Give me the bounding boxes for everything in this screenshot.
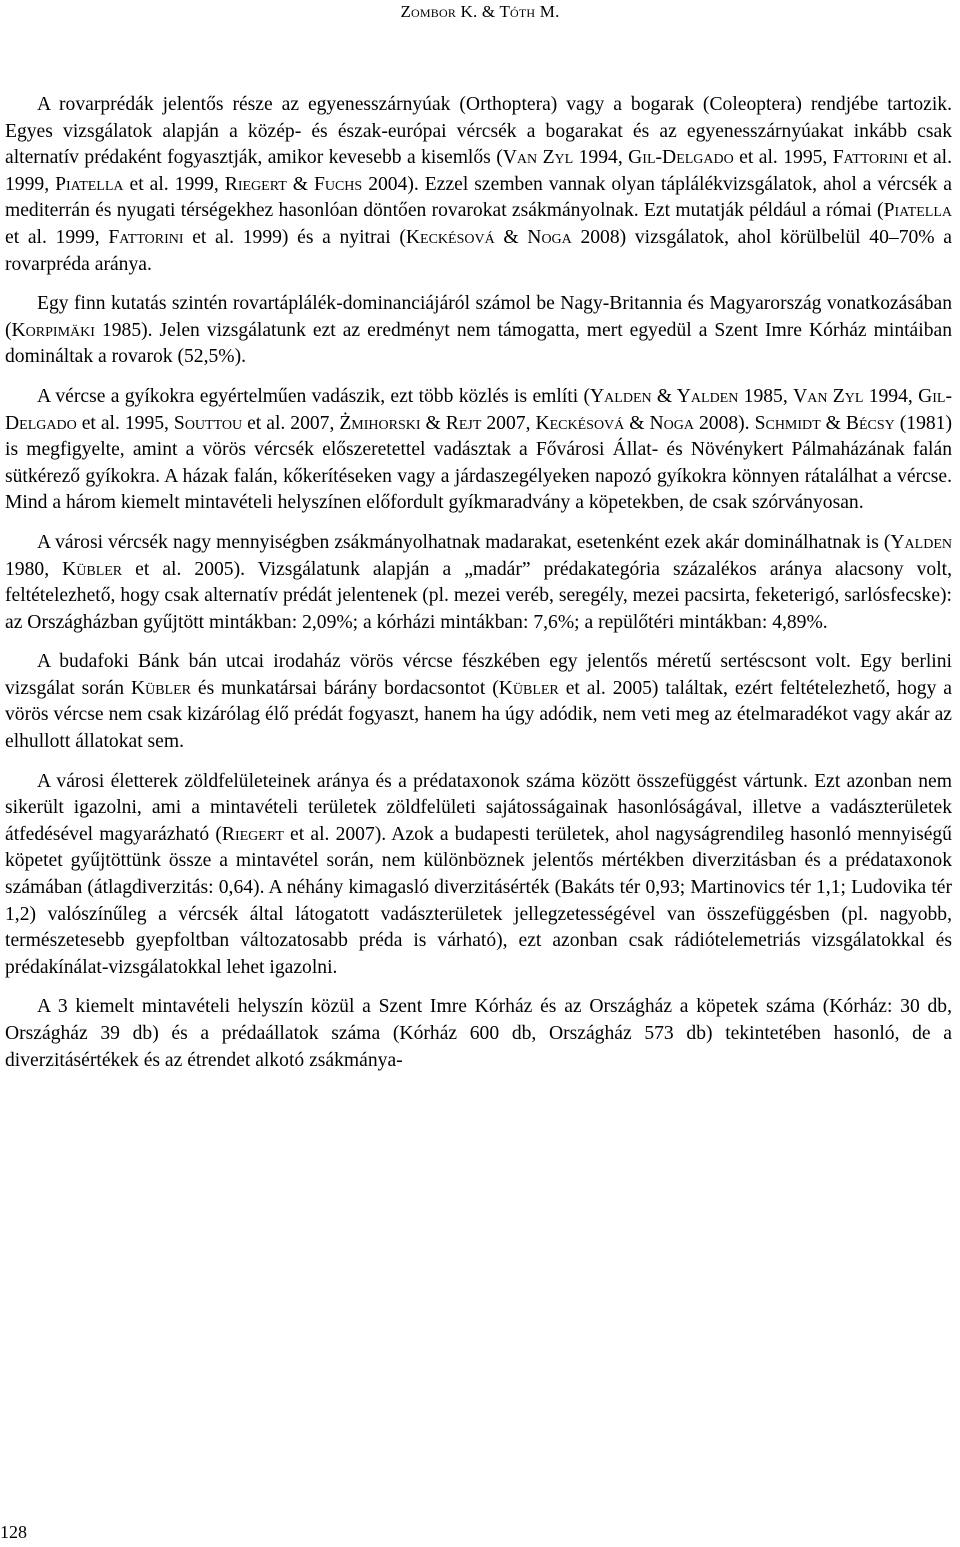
citation-author: Riegert & Fuchs xyxy=(224,173,363,195)
citation-author: Piatella xyxy=(55,173,124,195)
text-run: et al. 1995, xyxy=(733,147,833,169)
citation-author: Kübler xyxy=(62,558,123,580)
text-run: 2008) vizsgálatok, ahol körülbelül 40–70% a rovarpréda aránya. xyxy=(5,226,952,275)
text-run: 1980, xyxy=(5,558,63,580)
paragraph xyxy=(5,649,952,755)
citation-author: Yalden & Yalden xyxy=(590,385,739,407)
citation-author: Keckésová & Noga xyxy=(535,412,694,434)
text-run: 1985). Jelen vizsgálatunk ezt az eredményt nem támogatta, mert egyedül a Szent Imre Kórház mintáiban domináltak a rovarok (52,5%). xyxy=(5,319,952,368)
text-run: A budafoki Bánk bán utcai irodaház vörös vércse fészkében egy jelentős méretű sertéscsont volt. Egy berlini vizsgálat során xyxy=(5,651,952,699)
running-head: Zombor K. & Tóth M. xyxy=(400,2,560,21)
paragraph xyxy=(5,769,952,982)
citation-author: Keckésová & Noga xyxy=(405,226,572,248)
citation-author: Souttou xyxy=(173,412,243,434)
text-run: A 3 kiemelt mintavételi helyszín közül a Szent Imre Kórház és az Országház a köpetek száma (Kórház: 30 db, Országház 39 db) és a prédaállatok száma (Kórház 600 db, Országház 573 db) tekintetében hasonló, de a diverzitásértékek és az étrendet alkotó zsákmánya- xyxy=(5,996,952,1071)
page-number: 128 xyxy=(0,1522,27,1542)
paragraph xyxy=(5,994,952,1074)
text-run: és munkatársai bárány bordacsontot ( xyxy=(190,677,499,699)
citation-author: Fattorini xyxy=(108,226,184,248)
text-run: et al. 1999, xyxy=(5,147,952,195)
text-run: et al. 2005). Vizsgálatunk alapján a „madár” prédakategória százalékos aránya alacsony volt, feltételezhető, hogy csak alternatív prédát jelentenek (pl. mezei veréb, seregély, mezei pacsirta, feketerigó, sarlósfecske): az Országházban gyűjtött mintákban: 2,09%; a kórházi mintákban: 7,6%; a repülőtéri mintákban: 4,89%. xyxy=(5,558,952,633)
text-run: et al. 1995, xyxy=(76,412,174,434)
paragraph xyxy=(5,384,952,517)
citation-author: Fattorini xyxy=(832,147,908,169)
text-run: A rovarprédák jelentős része az egyenesszárnyúak (Orthoptera) vagy a bogarak (Coleoptera) rendjébe tartozik. Egyes vizsgálatok alapján a közép- és észak-európai vércsék a bogarakat és az egyenesszárnyúakat inkább csak alternatív prédaként fogyasztják, amikor kevesebb a kisemlős ( xyxy=(5,94,952,169)
citation-author: Żmihorski & Rejt xyxy=(339,412,482,434)
paragraph xyxy=(5,92,952,278)
citation-author: Kübler xyxy=(498,677,559,699)
text-run: et al. 1999, xyxy=(5,226,109,248)
citation-author: Korpimäki xyxy=(11,319,95,341)
text-run: 1985, xyxy=(738,385,794,407)
text-run: et al. 2005) találtak, ezért feltételezhető, hogy a vörös vércse nem csak kizárólag élő prédát fogyaszt, hanem ha úgy adódik, nem veti meg az ételmaradékot vagy akár az elhullott állatokat sem. xyxy=(5,677,952,753)
citation-author: Yalden xyxy=(890,531,952,553)
text-run: 2004). Ezzel szemben vannak olyan táplálékvizsgálatok, ahol a vércsék a mediterrán és nyugati térségekhez hasonlóan döntően rovarokat zsákmányolnak. Ezt mutatják például a római ( xyxy=(5,173,953,222)
text-run: (1981) is megfigyelte, amint a vörös vércsék előszeretettel vadásztak a Fővárosi Állat- és Növénykert Pálmaházának falán sütkérező gyíkokra. A házak falán, kőkerítéseken vagy a járdaszegélyeken napozó gyíkokra könnyen rátalálhat a vércse. Mind a három kiemelt mintavételi helyszínen előfordult gyíkmaradvány a köpetekben, de csak szórványosan. xyxy=(5,412,953,514)
citation-author: Gil-Delgado xyxy=(628,147,734,169)
article-body xyxy=(5,92,952,1087)
citation-author: Piatella xyxy=(883,200,952,222)
citation-author: Van Zyl xyxy=(502,147,574,169)
text-run: 2008). xyxy=(693,412,755,434)
paragraph xyxy=(5,530,952,636)
text-run: A városi életterek zöldfelületeinek aránya és a prédataxonok száma között összefüggést vártunk. Ezt azonban nem sikerült igazolni, ami a mintavételi területek zöldfelületi sajátosságainak hasonlóságával, illetve a vadászterületek átfedésével magyarázható ( xyxy=(5,770,952,845)
citation-author: Van Zyl xyxy=(793,385,864,407)
paragraph xyxy=(5,291,952,371)
text-run: A városi vércsék nagy mennyiségben zsákmányolhatnak madarakat, esetenként ezek akár dominálhatnak is ( xyxy=(37,531,891,553)
citation-author: Gil-Delgado xyxy=(5,385,952,434)
text-run: et al. 1999) és a nyitrai ( xyxy=(183,226,406,248)
text-run: et al. 2007). Azok a budapesti területek, ahol nagyságrendileg hasonló mennyiségű köpetet gyűjtöttünk össze a mintavétel során, nem különböznek jelentős mértékben diverzitásban és a prédataxonok számában (átlagdiverzitás: 0,64). A néhány kimagasló diverzitásérték (Bakáts tér 0,93; Martinovics tér 1,1; Ludovika tér 1,2) valószínűleg a vércsék által látogatott vadászterületek jellegzetességével van összefüggésben (pl. nagyobb, természetesebb gyepfoltban változatosabb préda is várható), ezt azonban csak rádiótelemetriás vizsgálatokkal és prédakínálat-vizsgálatokkal lehet igazolni. xyxy=(5,823,952,978)
text-run: 2007, xyxy=(481,412,536,434)
text-run: et al. 2007, xyxy=(242,412,340,434)
text-run: A vércse a gyíkokra egyértelműen vadászik, ezt több közlés is említi ( xyxy=(37,385,591,407)
text-run: 1994, xyxy=(863,385,919,407)
citation-author: Schmidt & Bécsy xyxy=(754,412,895,434)
text-run: 1994, xyxy=(573,147,629,169)
text-run: Egy finn kutatás szintén rovartáplálék-dominanciájáról számol be Nagy-Britannia és Magyarország vonatkozásában ( xyxy=(5,293,952,341)
citation-author: Kübler xyxy=(130,677,191,699)
citation-author: Riegert xyxy=(221,823,284,845)
text-run: et al. 1999, xyxy=(123,173,225,195)
